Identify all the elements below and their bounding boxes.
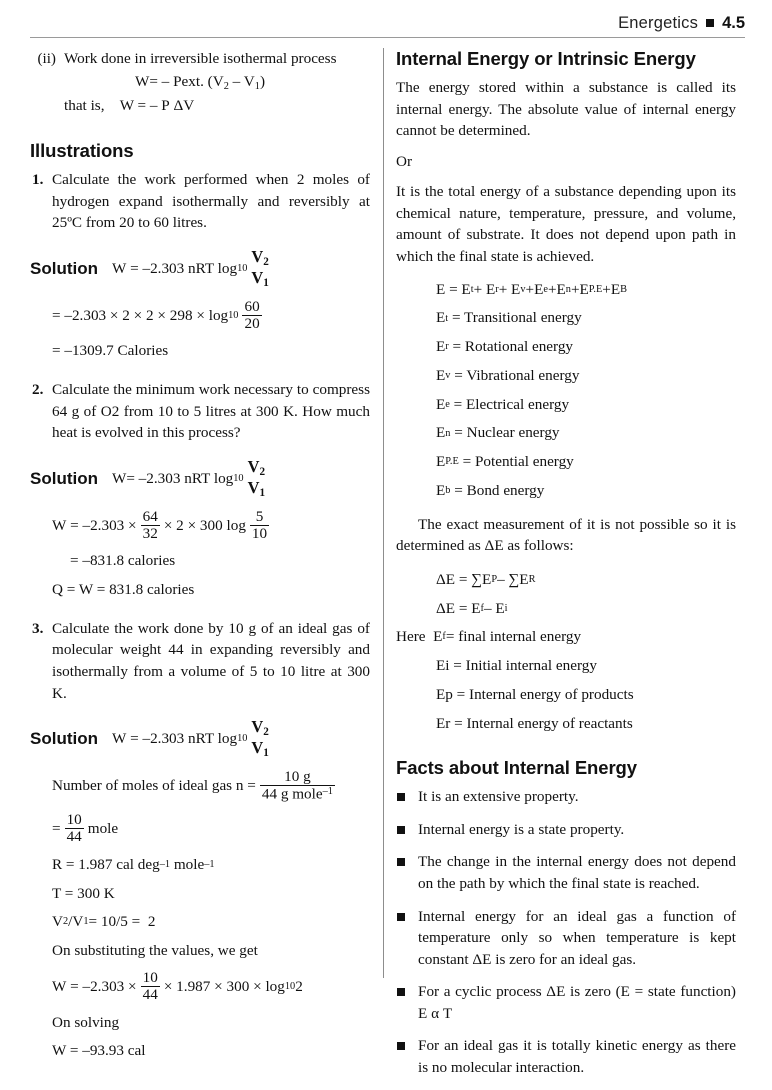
fraction-v2-v1: $V_2$ $V_1$ (251, 246, 269, 289)
solution-step-3-on-solving: On solving (52, 1013, 120, 1031)
column-divider-rule (383, 48, 384, 978)
fact-list-item (396, 819, 736, 841)
right-column (396, 48, 736, 1090)
square-bullet-icon (397, 826, 405, 834)
here-label: Here (396, 628, 426, 646)
filled-square-bullet-icon (706, 19, 714, 27)
square-bullet-icon (397, 913, 405, 921)
problem-item-2 (30, 379, 370, 444)
solution-step-3-moles-value: = $\frac{10}{44}$ mole (52, 811, 119, 846)
problem-number-3: 3. (32, 619, 44, 637)
fraction-v2-v1: $V_2$ $V_1$ (251, 717, 269, 760)
definition-Epe: E P.E = Potential energy (436, 453, 574, 471)
solution-row-1 (30, 248, 370, 290)
here-definition-Ei: Ei = Initial internal energy (436, 657, 597, 675)
definition-text: = Vibrational energy (454, 366, 580, 384)
solution-step-3-R: R = 1.987 cal deg –1 mole –1 (52, 855, 215, 873)
problem-text-1: Calculate the work performed when 2 moles of hydrogen expand isothermally and reversibly at 25ºC from 20 to 60 litres. (52, 171, 370, 232)
solution-step-2a: W = –2.303 × $\frac{64}{32}$ × 2 × 300 log $\frac{5}{10}$ (52, 507, 268, 542)
problem-text-3: Calculate the work done by 10 g of an ideal gas of molecular weight 44 in expanding reversibly and isothermally from a volume of 5 to 10 litre at 300 K. (52, 619, 370, 702)
definition-Ev: E v = Vibrational energy (436, 366, 580, 384)
fact-text: For a cyclic process ΔE is zero (E = state function) E α T (418, 983, 736, 1022)
fraction-5-10: $\frac{5}{10}$ (251, 507, 268, 542)
solution-row-3 (30, 718, 370, 760)
solution-step-2b: = –831.8 calories (70, 552, 176, 570)
definition-text: = Transitional energy (451, 309, 582, 327)
solution-row-2 (30, 458, 370, 500)
illustrations-heading: Illustrations (30, 140, 134, 162)
solution-label-2: Solution (30, 468, 98, 488)
fact-list-item (396, 851, 736, 894)
square-bullet-icon (397, 988, 405, 996)
facts-list (396, 786, 736, 1078)
running-head-chapter-title: Energetics (618, 14, 699, 32)
fact-text: Internal energy is a state property. (418, 820, 625, 838)
definition-text: = Potential energy (462, 453, 574, 471)
fraction-numerator: 10 g (284, 767, 311, 785)
internal-energy-paragraph-2: It is the total energy of a substance depending upon its chemical nature, temperature, pressure, and volume, amount of substrate. It does not depend upon path in which the final state is achieved. (396, 183, 736, 266)
fraction-10-44: $\frac{10}{44}$ (142, 968, 158, 1004)
problem-item-3 (30, 618, 370, 704)
fraction-v2-v1: $V_2$ $V_1$ (247, 456, 266, 499)
mole-word: mole (87, 820, 119, 838)
delta-e-equation-2: ΔE = E f – E i (436, 599, 508, 617)
internal-energy-paragraph-1: The energy stored within a substance is called its internal energy. The absolute value of internal energy cannot be determined. (396, 79, 736, 140)
page-folio-number: 4.5 (722, 14, 745, 32)
solution-equation-1: W = –2.303 nRT log 10 $V_2$ $V_1$ (111, 246, 269, 289)
fact-text: Internal energy for an ideal gas a function of temperature only so when temperature is kept constant ΔE is zero for an ideal gas. (418, 907, 736, 968)
square-bullet-icon (397, 1042, 405, 1050)
definition-Er: E r = Rotational energy (436, 338, 574, 356)
delta-e-equation-1: ΔE = ∑E P – ∑E R (436, 570, 536, 588)
definition-text: = Rotational energy (452, 338, 574, 356)
roman-marker: (ii) (37, 50, 56, 67)
fact-list-item (396, 981, 736, 1024)
or-text: Or (396, 152, 413, 170)
internal-energy-heading: Internal Energy or Intrinsic Energy (396, 48, 696, 69)
that-is-label: that is, (64, 97, 105, 115)
roman-item-text: Work done in irreversible isothermal process (64, 50, 337, 67)
solution-step-3-moles (52, 769, 370, 803)
fact-list-item (396, 1035, 736, 1078)
moles-label: Number of moles of ideal gas n = (52, 777, 256, 795)
square-bullet-icon (397, 858, 405, 866)
fact-list-item (396, 786, 736, 808)
fraction-10-44: $\frac{10}{44}$ (66, 811, 82, 846)
solution-step-1a: = –2.303 × 2 × 2 × 298 × log 10 $\frac{60}{20}$ (52, 297, 260, 333)
solution-label-3: Solution (30, 729, 98, 749)
solution-step-3-ratio: V 2 /V 1 = 10/5 = 2 (52, 913, 156, 931)
problem-text-2: Calculate the minimum work necessary to compress 64 g of O2 from 10 to 5 litres at 300 K. How much heat is evolved in this process? (52, 381, 370, 442)
problem-number-2: 2. (32, 381, 44, 399)
fraction-10g-44g (260, 769, 335, 803)
fact-list-item (396, 906, 736, 971)
fraction-60-20: $\frac{60}{20}$ (244, 297, 260, 333)
definition-Ee: E e = Electrical energy (436, 395, 570, 413)
here-definition-Ef: Here E f = final internal energy (396, 628, 582, 646)
solution-equation-2: W= –2.303 nRT log 10 $V_2$ $V_1$ (111, 456, 266, 499)
square-bullet-icon (397, 793, 405, 801)
definition-text: = Nuclear energy (454, 424, 560, 442)
definition-text: = Bond energy (454, 481, 545, 499)
solution-step-3-final-eq: W = –2.303 × $\frac{10}{44}$ × 1.987 × 300 × log 10 2 (52, 968, 303, 1004)
problem-item-1 (30, 169, 370, 234)
running-head (30, 14, 745, 38)
roman-list-item-ii (30, 48, 370, 70)
fact-text: The change in the internal energy does not depend on the path by which the final state is reached. (418, 853, 736, 893)
solution-step-3-substituting: On substituting the values, we get (52, 942, 258, 960)
fraction-denominator: 44 g mole$^{-1}$ (261, 785, 333, 803)
definition-Eb: E b = Bond energy (436, 481, 545, 499)
definition-Et: E t = Transitional energy (436, 309, 582, 327)
solution-equation-3: W = –2.303 nRT log 10 $V_2$ $V_1$ (111, 717, 269, 760)
problem-number-1: 1. (32, 171, 44, 189)
fact-text: It is an extensive property. (418, 788, 579, 806)
equation-that-is: that is, W = – P ΔV (64, 97, 195, 115)
solution-label-1: Solution (30, 258, 98, 278)
internal-energy-paragraph-3: The exact measurement of it is not possible so it is determined as ΔE as follows: (396, 515, 736, 555)
solution-step-2c: Q = W = 831.8 calories (52, 581, 195, 599)
definition-En: E n = Nuclear energy (436, 424, 560, 442)
here-definition-Er: Er = Internal energy of reactants (436, 714, 633, 732)
header-rule (30, 37, 745, 38)
left-column (30, 48, 370, 1070)
solution-step-3-result: W = –93.93 cal (52, 1042, 146, 1060)
fraction-64-32: $\frac{64}{32}$ (142, 507, 158, 542)
definition-text: = Electrical energy (453, 395, 570, 413)
master-energy-equation: E = E t + E r + E v +E e +E n +E P.E +E B (436, 280, 628, 298)
solution-step-3-T: T = 300 K (52, 884, 115, 902)
fact-text: For an ideal gas it is totally kinetic energy as there is no molecular interaction. (418, 1037, 736, 1077)
here-definition-Ep: Ep = Internal energy of products (436, 685, 634, 703)
solution-step-1b: = –1309.7 Calories (52, 342, 169, 360)
equation-w-pext: W= – Pext. $(V_2 - V_1)$ (134, 73, 265, 92)
facts-about-internal-energy-heading: Facts about Internal Energy (396, 757, 637, 779)
